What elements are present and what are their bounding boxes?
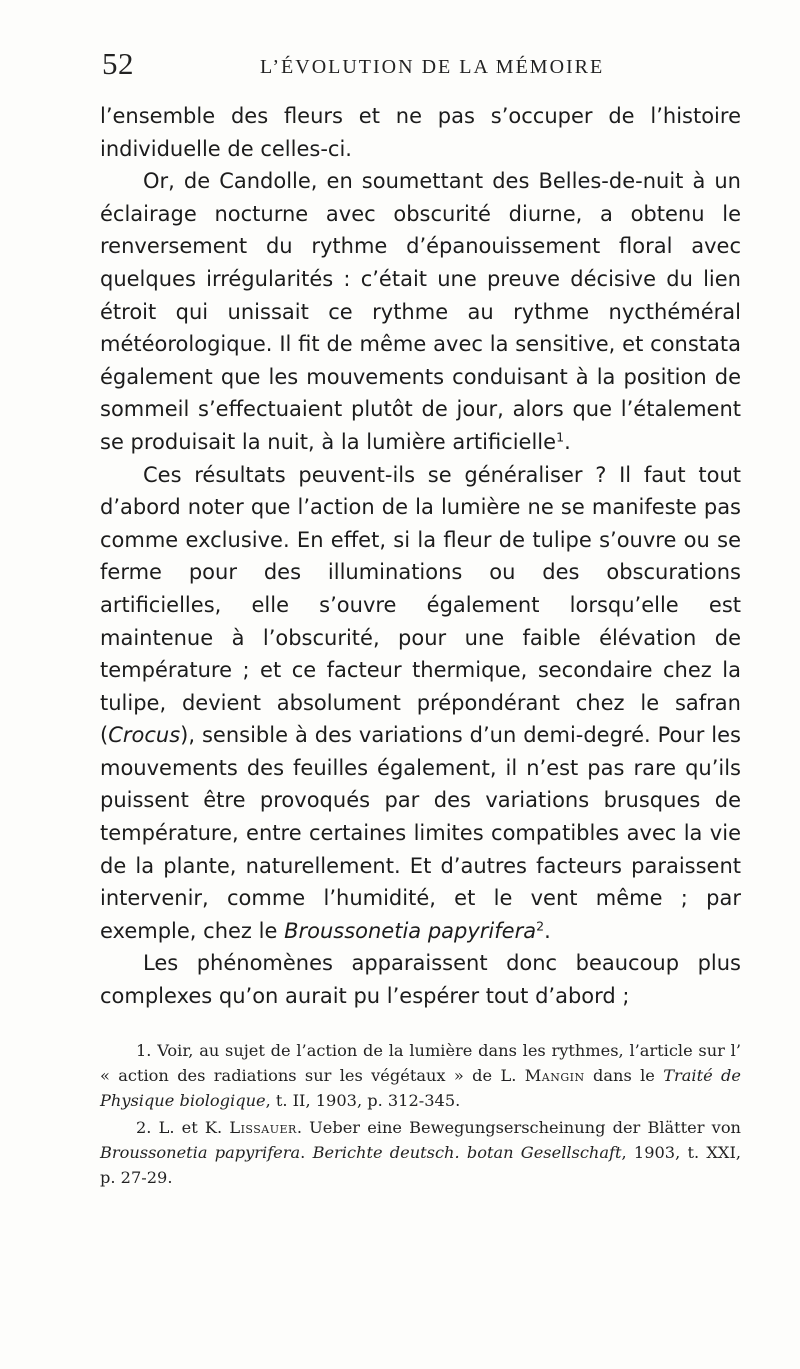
- paragraph-3-text-b: ), sensible à des variations d’un demi-degré. Pour les mouvements des feuilles également, il n’est pas rare qu’ils puissent être provoqués par des variations brusques de température, entre certaines limites compatibles avec la vie de la plante, naturellement. Et d’autres facteurs paraissent intervenir, comme l’humidité, et le vent même ; par exemple, chez le: [100, 723, 741, 943]
- footnote-2: [100, 1116, 741, 1190]
- page-number: 52: [102, 46, 134, 81]
- footnote-2-text-a: 2. L. et K.: [136, 1118, 230, 1138]
- footnote-ref-2[interactable]: 2: [536, 918, 545, 934]
- paragraph-4-text: Les phénomènes apparaissent donc beaucoup plus complexes qu’on aurait pu l’espérer tout d’abord ;: [100, 951, 741, 1009]
- footnote-1-text-b: dans le: [584, 1065, 664, 1085]
- footnotes: [100, 1039, 741, 1191]
- footnote-1-text-c: , t. II, 1903, p. 312-345.: [265, 1090, 461, 1110]
- page-header: [100, 46, 740, 86]
- running-title: L’ÉVOLUTION DE LA MÉMOIRE: [260, 56, 605, 78]
- footnote-1-text-a: 1. Voir, au sujet de l’action de la lumière dans les rythmes, l’article sur l’ « action des radiations sur les végétaux » de L.: [100, 1041, 741, 1085]
- footnote-2-text-b: . Ueber eine Bewegungserscheinung der Blätter von: [296, 1118, 741, 1138]
- footnote-2-species: Broussonetia papyrifera: [100, 1143, 301, 1163]
- main-text: [100, 100, 741, 1013]
- paragraph-2-end: .: [564, 429, 571, 454]
- paragraph-results: [100, 459, 741, 948]
- footnote-2-author: Lissauer: [229, 1118, 297, 1138]
- footnote-2-text-d: , 1903, t. XXI, p. 27-29.: [100, 1143, 741, 1187]
- broussonetia-term: Broussonetia papyrifera: [284, 918, 537, 943]
- footnote-2-journal: Berichte deutsch. botan Gesellschaft: [312, 1143, 622, 1163]
- footnote-ref-1[interactable]: 1: [556, 429, 565, 445]
- footnote-1-author: Mangin: [524, 1065, 585, 1085]
- footnote-2-text-c: .: [300, 1143, 313, 1163]
- paragraph-3-text-a: Ces résultats peuvent-ils se généraliser ? Il faut tout d’abord noter que l’action de la lumière ne se manifeste pas comme exclusive. En effet, si la fleur de tulipe s’ouvre ou se ferme pour des illuminations ou des obscurations artificielles, elle s’ouvre également lorsqu’elle est maintenue à l’obscurité, pour une faible élévation de température ; et ce facteur thermique, secondaire chez la tulipe, devient absolument prépondérant chez le safran (: [100, 462, 741, 748]
- paragraph-1-text: l’ensemble des fleurs et ne pas s’occuper de l’histoire individuelle de celles-ci.: [100, 104, 741, 161]
- paragraph-candolle: [100, 165, 741, 458]
- footnote-1-work: Traité de Physique biologique: [100, 1065, 741, 1110]
- paragraph-3-end: .: [544, 918, 551, 943]
- crocus-term: Crocus: [108, 723, 181, 748]
- footnote-1: [100, 1039, 741, 1113]
- paragraph-continuation: [100, 100, 741, 165]
- paragraph-2-text: Or, de Candolle, en soumettant des Belles-de-nuit à un éclairage nocturne avec obscurité diurne, a obtenu le renversement du rythme d’épanouissement floral avec quelques irrégularités : c’était une preuve décisive du lien étroit qui unissait ce rythme au rythme nycthéméral météorologique. Il fit de même avec la sensitive, et constata également que les mouvements conduisant à la position de sommeil s’effectuaient plutôt de jour, alors que l’étalement se produisait la nuit, à la lumière artificielle: [100, 169, 741, 454]
- paragraph-phenomena: [100, 947, 741, 1012]
